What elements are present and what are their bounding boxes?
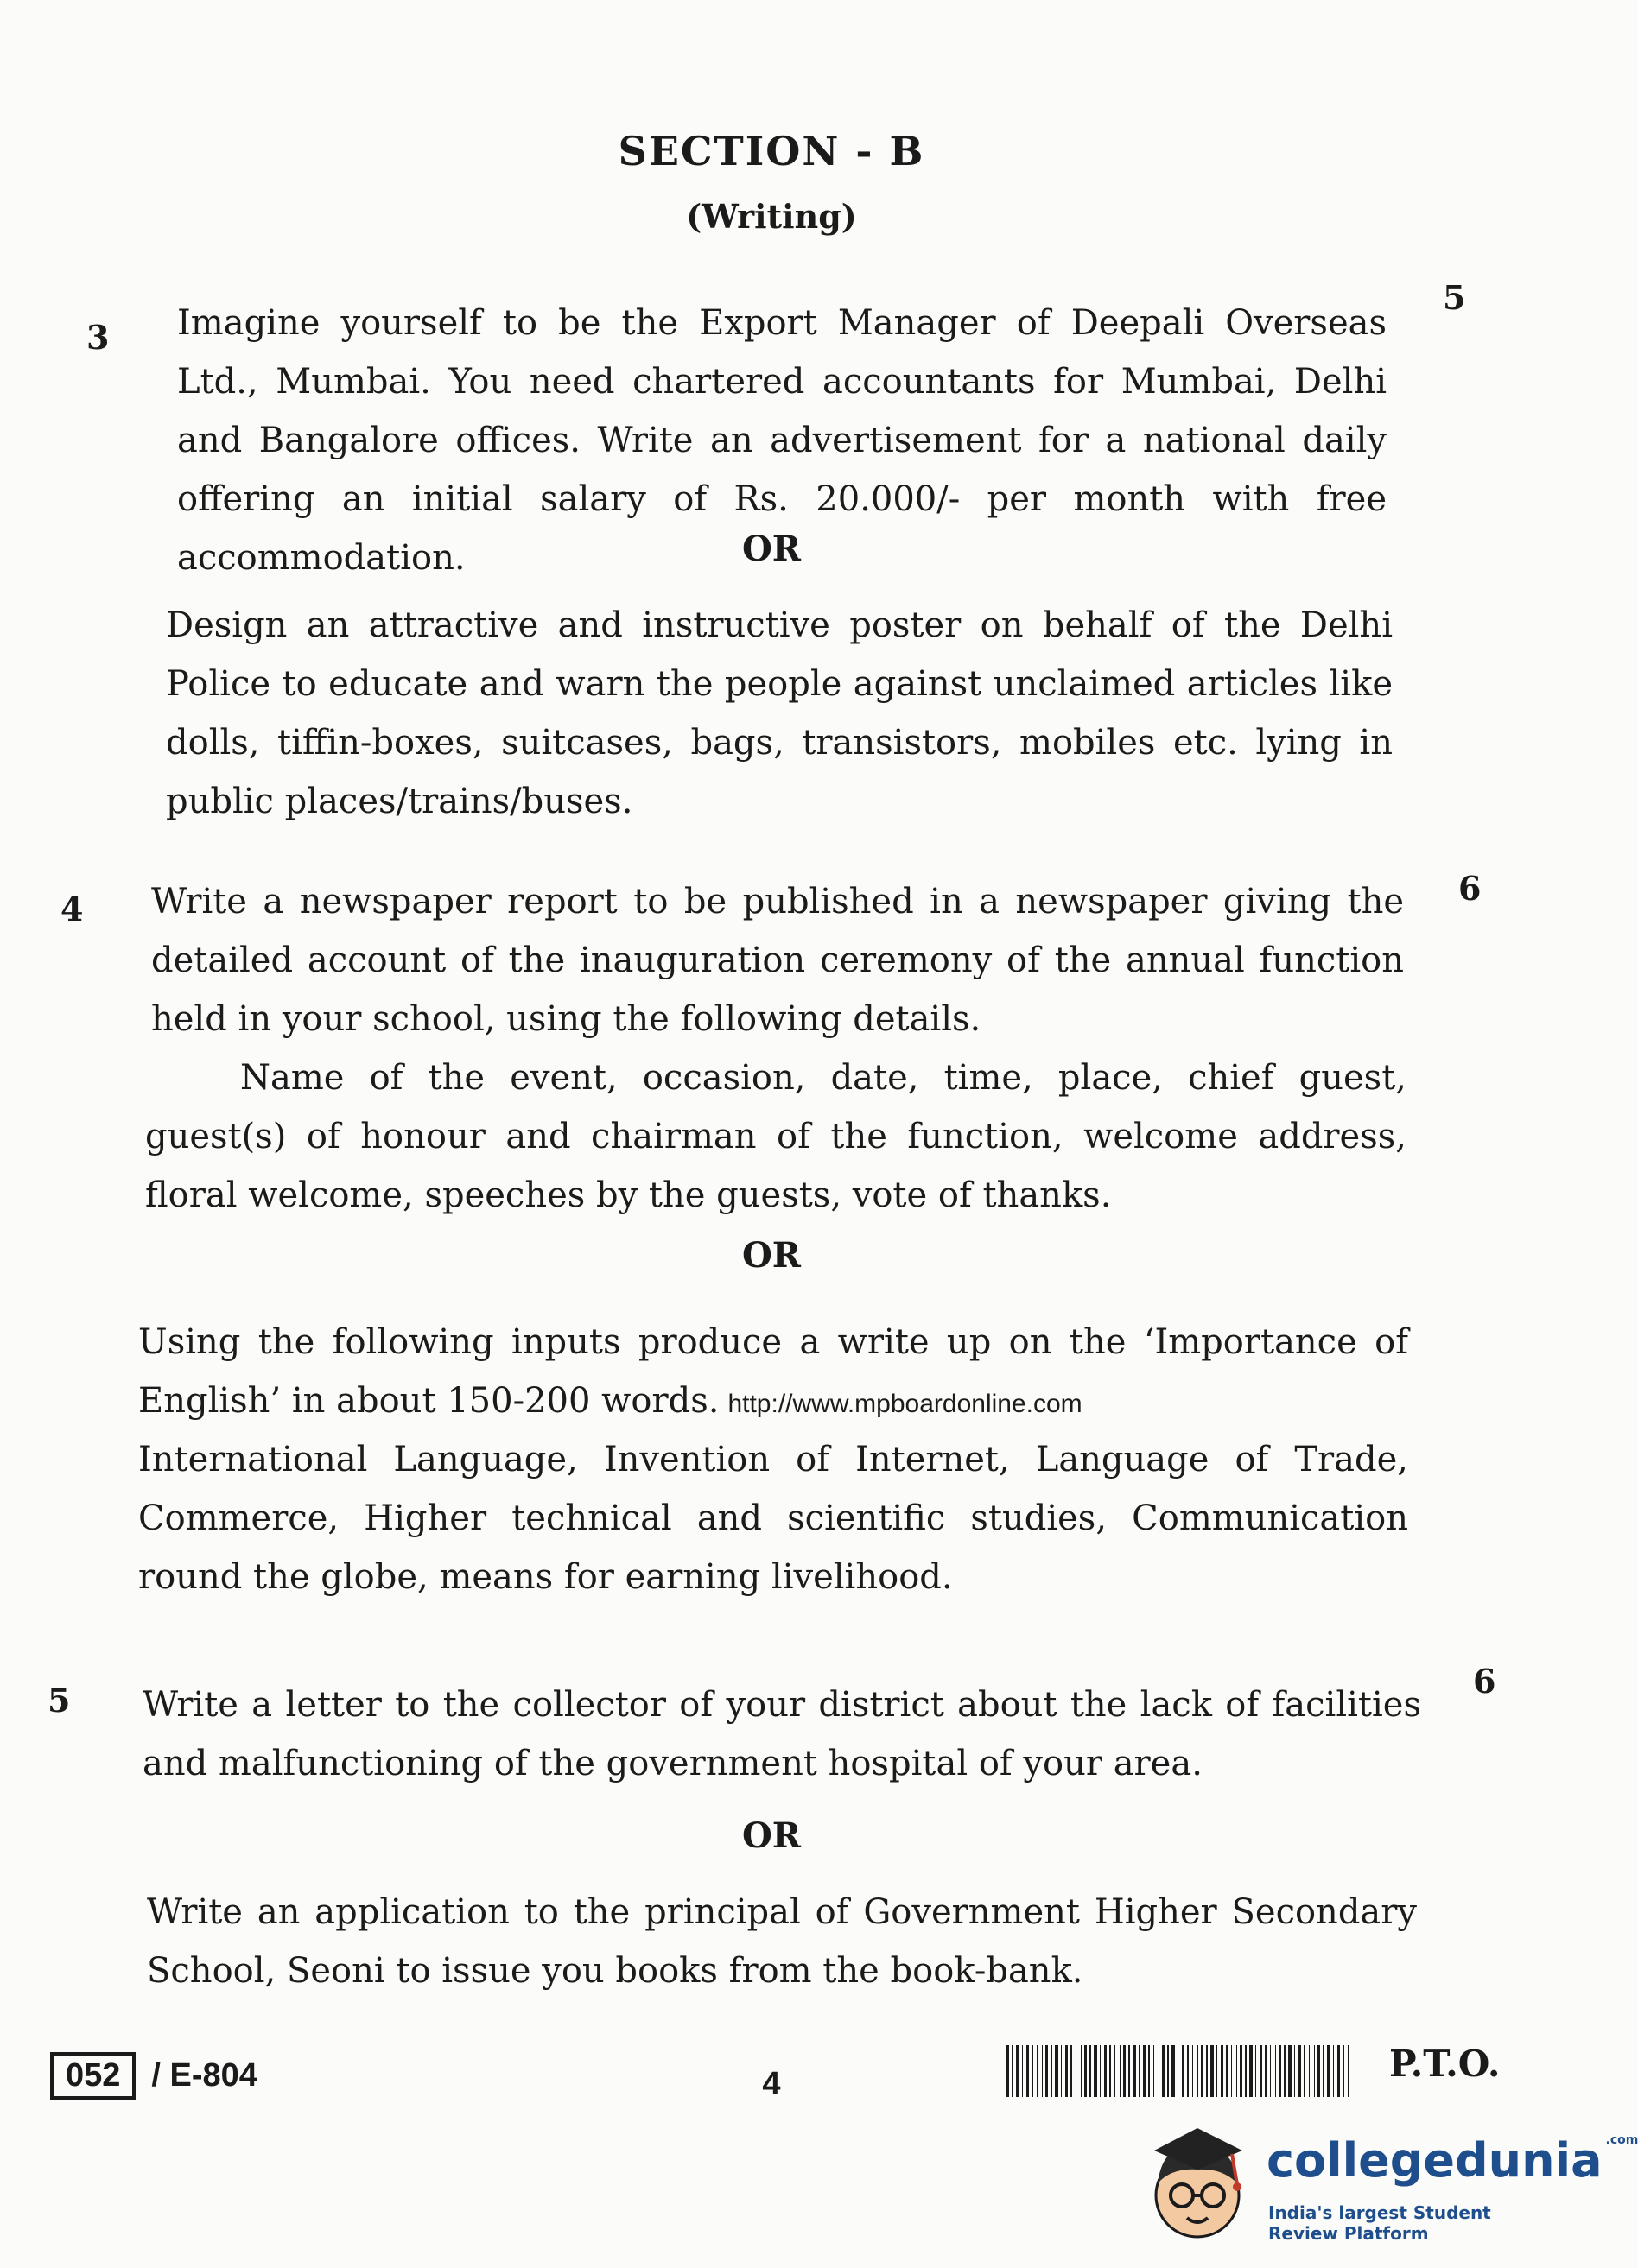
- barcode-bar: [1114, 2045, 1115, 2097]
- barcode-bar: [1327, 2045, 1330, 2097]
- question-number-4: 4: [60, 890, 84, 928]
- barcode-bar: [1187, 2045, 1189, 2097]
- barcode-bar: [1343, 2045, 1344, 2097]
- question-4-inputs: International Language, Invention of Internet, Language of Trade, Commerce, Higher technical and scientific studies, Communication round the globe, means for earning livelihood.: [138, 1440, 1408, 1597]
- question-marks-5: 6: [1473, 1662, 1496, 1701]
- barcode-bar: [1045, 2045, 1048, 2097]
- barcode-bar: [1139, 2045, 1140, 2097]
- barcode-bar: [1270, 2045, 1271, 2097]
- barcode-bar: [1348, 2045, 1349, 2097]
- barcode-bar: [1197, 2045, 1198, 2097]
- barcode-bar: [1314, 2045, 1315, 2097]
- barcode-bar: [1167, 2045, 1169, 2097]
- question-number-3: 3: [86, 318, 110, 357]
- pto-label: P.T.O.: [1389, 2043, 1501, 2085]
- barcode-bar: [1084, 2045, 1087, 2097]
- question-marks-4: 6: [1458, 869, 1482, 908]
- question-3-alternative: Design an attractive and instructive poster on behalf of the Delhi Police to educate and warn the people against unclaimed articles like dolls, tiffin-boxes, suitcases, bags, transistors, mobiles etc. lying in public places/trains/buses.: [166, 605, 1393, 821]
- barcode-bar: [1006, 2045, 1009, 2097]
- section-subtitle: (Writing): [686, 197, 857, 236]
- brand-watermark: [1137, 2116, 1638, 2254]
- page-number: 4: [762, 2066, 781, 2102]
- barcode-bar: [1016, 2045, 1019, 2097]
- barcode-bar: [1120, 2045, 1121, 2097]
- barcode-bar: [1070, 2045, 1072, 2097]
- barcode-bar: [1260, 2045, 1262, 2097]
- brand-name-text: collegedunia: [1267, 2133, 1603, 2188]
- barcode-bar: [1081, 2045, 1082, 2097]
- barcode-bar: [1100, 2045, 1101, 2097]
- or-label-5: OR: [741, 1815, 802, 1856]
- or-label-3: OR: [741, 529, 802, 569]
- question-5-alternative: Write an application to the principal of Government Higher Secondary School, Seoni to issue you books from the book-bank.: [147, 1892, 1417, 1991]
- barcode-bar: [1216, 2045, 1217, 2097]
- question-number-5: 5: [48, 1681, 71, 1720]
- barcode-bar: [1089, 2045, 1091, 2097]
- barcode-bar: [1245, 2045, 1247, 2097]
- barcode-bar: [1032, 2045, 1033, 2097]
- barcode-bar: [1042, 2045, 1043, 2097]
- barcode-bar: [1012, 2045, 1013, 2097]
- barcode: [1006, 2045, 1356, 2097]
- question-marks-3: 5: [1443, 278, 1466, 317]
- barcode-bar: [1337, 2045, 1340, 2097]
- paper-code-box: 052: [50, 2052, 136, 2100]
- barcode-bar: [1128, 2045, 1130, 2097]
- barcode-bar: [1162, 2045, 1165, 2097]
- barcode-bar: [1226, 2045, 1228, 2097]
- barcode-bar: [1055, 2045, 1058, 2097]
- barcode-bar: [1061, 2045, 1062, 2097]
- barcode-bar: [1298, 2045, 1301, 2097]
- barcode-bar: [1240, 2045, 1242, 2097]
- barcode-bar: [1284, 2045, 1286, 2097]
- brand-name: [1267, 2133, 1638, 2188]
- or-label-4: OR: [741, 1235, 802, 1276]
- question-4-details: Name of the event, occasion, date, time, place, chief guest, guest(s) of honour and chairman of the function, welcome address, floral welcome, speeches by the guests, vote of thanks.: [145, 1058, 1406, 1215]
- barcode-bar: [1206, 2045, 1208, 2097]
- barcode-bar: [1333, 2045, 1334, 2097]
- barcode-bar: [1192, 2045, 1193, 2097]
- barcode-bar: [1255, 2045, 1256, 2097]
- barcode-bar: [1104, 2045, 1107, 2097]
- barcode-bar: [1065, 2045, 1068, 2097]
- barcode-bar: [1051, 2045, 1052, 2097]
- barcode-bar: [1249, 2045, 1253, 2097]
- barcode-bar: [1094, 2045, 1097, 2097]
- barcode-bar: [1171, 2045, 1175, 2097]
- barcode-bar: [1123, 2045, 1126, 2097]
- barcode-bar: [1288, 2045, 1292, 2097]
- question-3-text: Imagine yourself to be the Export Manager of Deepali Overseas Ltd., Mumbai. You need chartered accountants for Mumbai, Delhi and Bangalore offices. Write an advertisement for a national daily offering an initial salary of Rs. 20.000/- per month with free accommodation.: [177, 303, 1387, 578]
- barcode-bar: [1221, 2045, 1223, 2097]
- question-4-alternative: [138, 1313, 1408, 1434]
- barcode-bar: [1323, 2045, 1324, 2097]
- barcode-bar: [1279, 2045, 1281, 2097]
- barcode-bar: [1294, 2045, 1295, 2097]
- barcode-bar: [1037, 2045, 1038, 2097]
- question-5-text: Write a letter to the collector of your district about the lack of facilities and malfunctioning of the government hospital of your area.: [143, 1685, 1421, 1783]
- barcode-bar: [1231, 2045, 1232, 2097]
- brand-logo-icon: [1137, 2116, 1258, 2246]
- watermark-url: http://www.mpboardonline.com: [727, 1390, 1082, 1418]
- question-4-alternative-text: Using the following inputs produce a write up on the ‘Importance of English’ in about 150-200 words.: [138, 1322, 1408, 1421]
- barcode-bar: [1210, 2045, 1214, 2097]
- brand-suffix: .com: [1605, 2133, 1638, 2147]
- barcode-bar: [1309, 2045, 1310, 2097]
- barcode-bar: [1265, 2045, 1267, 2097]
- paper-series: / E-804: [151, 2057, 257, 2094]
- barcode-bar: [1022, 2045, 1023, 2097]
- barcode-bar: [1317, 2045, 1320, 2097]
- barcode-bar: [1143, 2045, 1146, 2097]
- barcode-bar: [1182, 2045, 1184, 2097]
- barcode-bar: [1304, 2045, 1305, 2097]
- barcode-bar: [1236, 2045, 1237, 2097]
- question-4-text: Write a newspaper report to be published in a newspaper giving the detailed account of the inauguration ceremony of the annual function held in your school, using the following details.: [151, 882, 1404, 1039]
- barcode-bar: [1275, 2045, 1276, 2097]
- barcode-bar: [1109, 2045, 1111, 2097]
- section-title: SECTION - B: [618, 128, 925, 174]
- barcode-bar: [1133, 2045, 1136, 2097]
- barcode-bar: [1201, 2045, 1203, 2097]
- barcode-bar: [1026, 2045, 1029, 2097]
- barcode-bar: [1153, 2045, 1154, 2097]
- brand-tagline: India's largest Student Review Platform: [1268, 2202, 1491, 2244]
- barcode-bar: [1148, 2045, 1150, 2097]
